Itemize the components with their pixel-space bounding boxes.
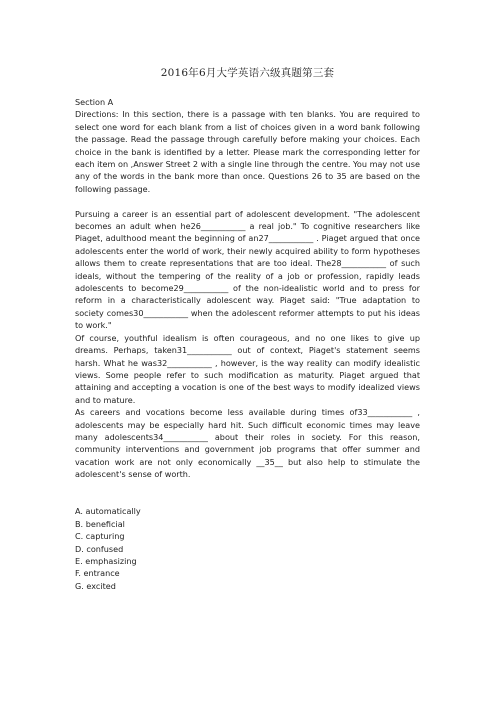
passage-paragraph-3: As careers and vocations become less available during times of33___________ , adolescents may be especially hard hit. Such difficult economic times may leave many adolescents34___________ about their roles in society. For this reason, community interventions and government job programs that offer summer and vacation work are not only economically __35__ but also help to stimulate the adolescent's sense of worth. xyxy=(75,407,420,480)
section-label: Section A xyxy=(75,97,114,107)
word-bank-option: D. confused xyxy=(75,543,124,554)
passage-paragraph-2: Of course, youthful idealism is often courageous, and no one likes to give up dreams. Perhaps, taken31___________ out of context, Piaget's statement seems harsh. What he was32___________ , however, is the way reality can modify idealistic views. Some people refer to such modification as maturity. Piaget argued that attaining and accepting a vocation is one of the best ways to modify idealized views and to mature. xyxy=(75,332,420,405)
word-bank-option: E. emphasizing xyxy=(75,556,137,566)
word-bank-option: C. capturing xyxy=(75,531,125,542)
passage-paragraph-1: Pursuing a career is an essential part of adolescent development. "The adolescent becomes an adult when he26___________ a real job." To cognitive researchers like Piaget, adulthood meant the beginning of an27___________ . Piaget argued that once adolescents enter the world of work, their newly acquired ability to form hypotheses allows them to create representations that are too ideal. The28___________ of such ideals, without the tempering of the reality of a job or profession, rapidly leads adolescents to become29___________ of the non-idealistic world and to press for reform in a characteristically adolescent way. Piaget said: "True adaptation to society comes30___________ when the adolescent reformer attempts to put his ideas to work." xyxy=(75,208,420,331)
document-body xyxy=(75,96,420,592)
spacer xyxy=(75,481,420,506)
word-bank-option: G. excited xyxy=(75,580,116,591)
word-bank-option: F. entrance xyxy=(75,568,120,579)
directions-text: Directions: In this section, there is a passage with ten blanks. You are required to select one word for each blank from a list of choices given in a word bank following the passage. Read the passage through carefully before making your choices. Each choice in the bank is identified by a letter. Please mark the corresponding letter for each item on ,Answer Street 2 with a single line through the centre. You may not use any of the words in the bank more than once. Questions 26 to 35 are based on the following passage. xyxy=(75,109,420,194)
document-title: 2016年6月大学英语六级真题第三套 xyxy=(160,67,335,79)
word-bank-option: A. automatically xyxy=(75,506,141,517)
word-bank-option: B. beneficial xyxy=(75,518,125,529)
word-bank-list xyxy=(75,505,420,592)
spacer xyxy=(75,195,420,207)
